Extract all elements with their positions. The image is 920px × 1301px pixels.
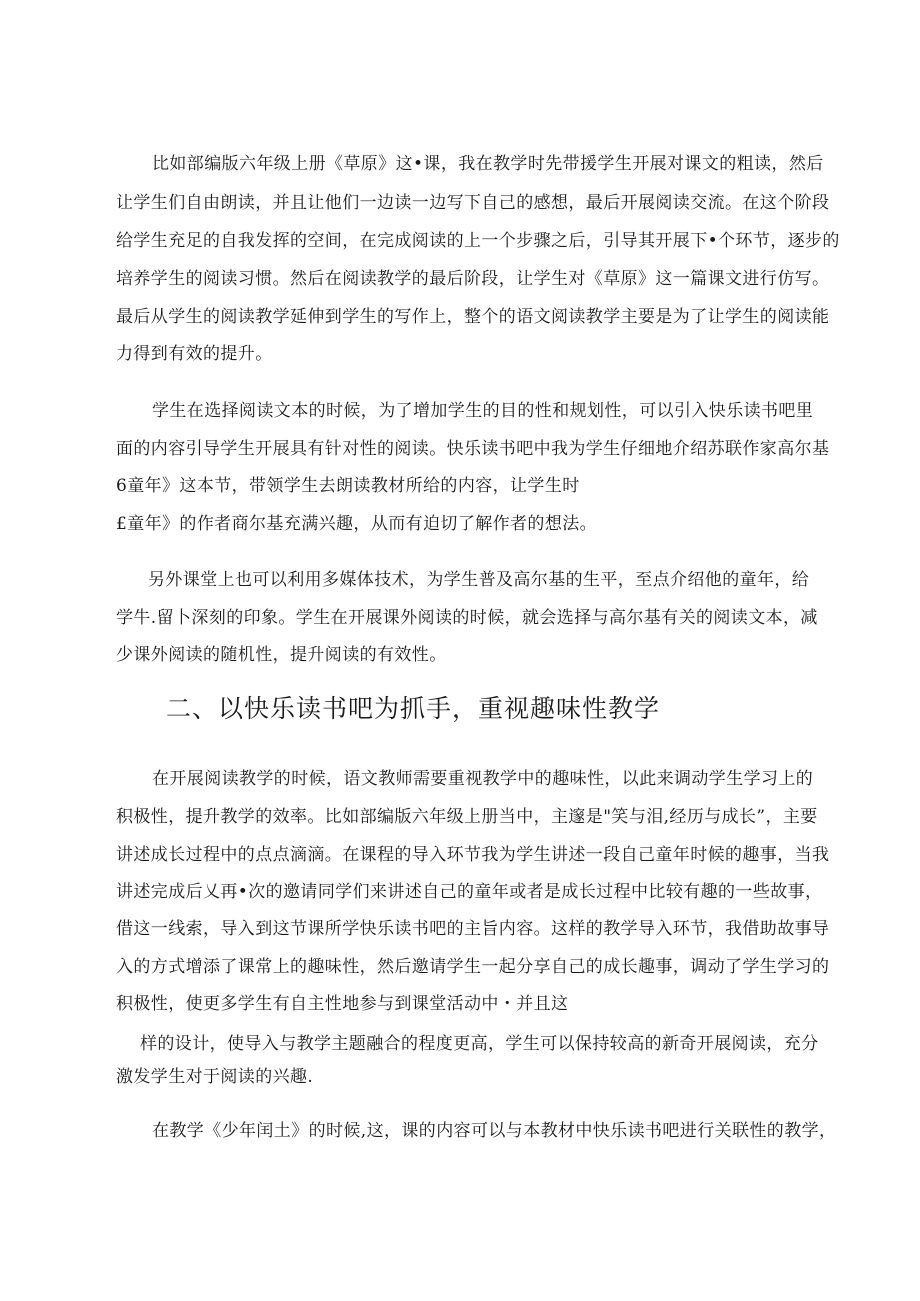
paragraph-line: 6童年》这本节，带领学生去朗读教材所给的内容，让学生时	[116, 476, 580, 496]
paragraph-line: 激发学生对于阅读的兴趣.	[116, 1067, 314, 1087]
paragraph-line: 讲述完成后乂再•次的邀请同学们来讲述自己的童年或者是成长过程中比较有趣的一些故事，	[116, 882, 823, 902]
paragraph-line: 积极性，提升教学的效率。比如部编版六年级上册当中，主邃是"笑与泪,经历与成长”，主要	[116, 807, 818, 827]
paragraph-line: 入的方式增添了课常上的趣味性，然后邀请学生一起分享自己的成长趣事，调动了学生学习的	[116, 957, 830, 977]
paragraph-line: 力得到有效的提升。	[116, 344, 273, 364]
paragraph-line: 给学生充足的自我发挥的空间，在完成阅读的上一个步骤之后，引导其开展下•个环节，逐步的	[116, 231, 840, 251]
paragraph-line: 面的内容引导学生开展具有针对性的阅读。快乐读书吧中我为学生仔细地介绍苏联作家高尔基	[116, 439, 830, 459]
paragraph-line: 培养学生的阅读习惯。然后在阅读教学的最后阶段，让学生对《草原》这一篇课文进行仿写。	[116, 269, 830, 289]
paragraph-line: 最后从学生的阅读教学延伸到学生的写作上，整个的语文阅读教学主要是为了让学生的阅读能	[116, 307, 830, 327]
paragraph-line: 比如部编版六年级上册《草原》这•课，我在教学时先带援学生开展对课文的粗读，然后	[152, 154, 824, 174]
paragraph-line: 让学生们自由朗读，并且让他们一边读一边写下自己的感想，最后开展阅读交流。在这个阶段	[116, 193, 830, 213]
paragraph-line: 在教学《少年闰土》的时候,这，课的内容可以与本教材中快乐读书吧进行关联性的教学，	[152, 1121, 837, 1141]
paragraph-line: 借这一线索，导入到这节课所学快乐读书吧的主旨内容。这样的教学导入环节，我借助故事导	[116, 919, 830, 939]
paragraph-line: 少课外阅读的随机性，提升阅读的有效性。	[116, 645, 447, 665]
paragraph-line: 样的设计，使导入与教学主题融合的程度更高，学生可以保持较高的新奇开展阅读，充分	[140, 1034, 819, 1054]
section-heading: 二、以快乐读书吧为抓手，重视趣味性教学	[166, 694, 661, 723]
paragraph-line: 另外课堂上也可以利用多媒体技术，为学生普及高尔基的生平，至点介绍他的童年，给	[148, 570, 810, 590]
paragraph-line: 学牛.留卜深刻的印象。学生在开展课外阅读的时候，就会选择与高尔基有关的阅读文本，减	[116, 608, 818, 628]
paragraph-line: £童年》的作者商尔基充满兴趣，从而有迫切了解作者的想法。	[116, 514, 598, 534]
paragraph-line: 积极性，使更多学生有自主性地参与到课堂活动中・并且这	[116, 994, 569, 1014]
paragraph-line: 学生在选择阅读文本的时候，为了增加学生的目的性和规划性，可以引入快乐读书吧里	[152, 401, 814, 421]
paragraph-line: 在开展阅读教学的时候，语文教师需要重视教学中的趣味性，以此来调动学生学习上的	[152, 769, 814, 789]
paragraph-line: 讲述成长过程中的点点滴滴。在课程的导入环节我为学生讲述一段自己童年时候的趣事，当我	[116, 845, 830, 865]
